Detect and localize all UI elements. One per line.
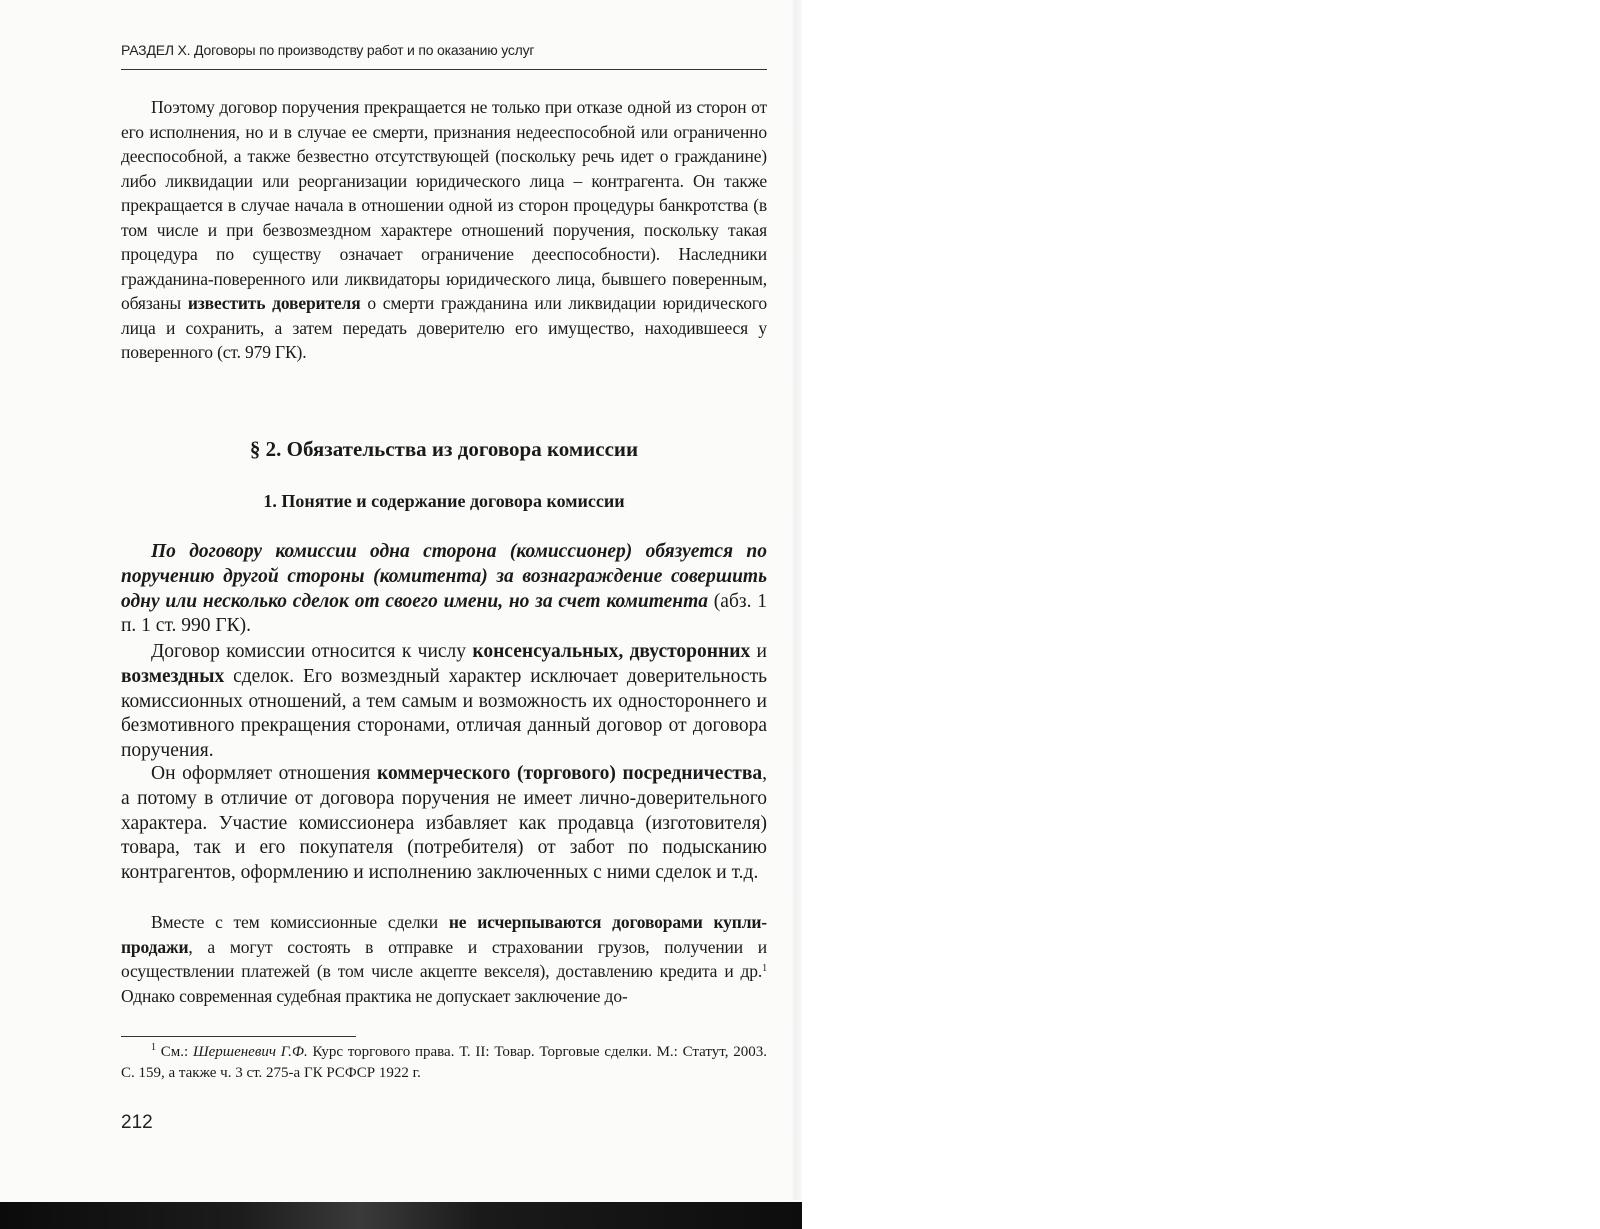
page-number: 212 <box>121 1112 153 1133</box>
running-header: РАЗДЕЛ X. Договоры по производству работ и по оказанию услуг <box>121 42 535 58</box>
paragraph-commission-deals <box>121 910 767 1008</box>
bold-term: коммерческого (торгового) посредничества <box>377 763 763 784</box>
bold-term: известить доверителя <box>187 293 361 313</box>
paragraph-text: Он оформляет отношения <box>151 763 378 784</box>
paragraph-text: Однако современная судебная практика не допускает заключение до- <box>121 985 628 1006</box>
paragraph-text: , а потому в отличие от договора поручения не имеет лично-доверительного характера. Участие комиссионера избавляет как продавца (изготовителя) товара, так и его покупателя (потребителя) от забот по подысканию контрагентов, оформлению и исполнению заключенных с ними сделок и т.д. <box>121 763 767 884</box>
citation-text: (абз. 1 п. 1 ст. 990 ГК). <box>121 590 767 637</box>
paragraph-termination <box>121 95 767 365</box>
footnote-reference: 1 <box>762 963 767 974</box>
definition-text: По договору комиссии одна сторона (комиссионер) обязуется по поручению другой стороны (комитента) за вознаграждение совершить одну или несколько сделок от своего имени, но за счет комитента <box>121 541 767 612</box>
footnote-mark: 1 <box>151 1042 156 1053</box>
bold-term: консенсуальных, двусторонних <box>472 641 751 662</box>
paragraph-text: , а могут состоять в отправке и страховании грузов, получении и осуществлении платежей (в том числе акцепте векселя), доставлению кредита и др. <box>121 936 767 981</box>
footnote-author: Шершеневич Г.Ф. <box>192 1044 308 1060</box>
paragraph-mediation <box>121 762 767 886</box>
definition-paragraph <box>121 540 767 639</box>
subsection-title: 1. Понятие и содержание договора комиссии <box>263 491 625 511</box>
bold-term: возмездных <box>121 665 225 687</box>
paragraph-text: Вместе с тем комиссионные сделки <box>151 912 449 932</box>
footnote-text: Курс торгового права. Т. II: Товар. Торговые сделки. М.: Статут, 2003. С. 159, а также ч. 3 ст. 275-а ГК РСФСР 1922 г. <box>121 1044 767 1081</box>
paragraph-text: о смерти гражданина или ликвидации юридического лица и сохранить, а затем передать доверителю его имущество, находившееся у поверенного (ст. 979 ГК). <box>121 293 767 362</box>
header-divider <box>121 69 767 70</box>
paragraph-text: и <box>750 641 767 662</box>
section-title: § 2. Обязательства из договора комиссии <box>249 437 639 461</box>
paragraph-text: сделок. Его возмездный характер исключает доверительность комиссионных отношений, а тем самым и возможность их одностороннего и безмотивного прекращения сторонами, отличая данный договор от договора поручения. <box>121 665 767 762</box>
paragraph-classification <box>121 640 767 764</box>
footnote-text: См.: <box>156 1044 193 1060</box>
bold-term: не исчерпываются договорами купли-продажи <box>121 912 767 957</box>
scan-edge-bar <box>0 1202 802 1229</box>
footnote-divider <box>121 1036 356 1037</box>
footnote <box>121 1042 767 1084</box>
paragraph-text: Договор комиссии относится к числу <box>151 641 473 662</box>
page-edge-shadow <box>790 0 802 1200</box>
paragraph-text: Поэтому договор поручения прекращается не только при отказе одной из сторон от его исполнения, но и в случае ее смерти, признания недееспособной или ограниченно дееспособной, а также безвестно отсутствующей (поскольку речь идет о гражданине) либо ликвидации или реорганизации юридического лица – контрагента. Он также прекращается в случае начала в отношении одной из сторон процедуры банкротства (в том числе и при безвозмездном характере отношений поручения, поскольку такая процедура по существу означает ограничение дееспособности). Наследники гражданина-поверенного или ликвидаторы юридического лица, бывшего поверенным, обязаны <box>121 97 767 313</box>
